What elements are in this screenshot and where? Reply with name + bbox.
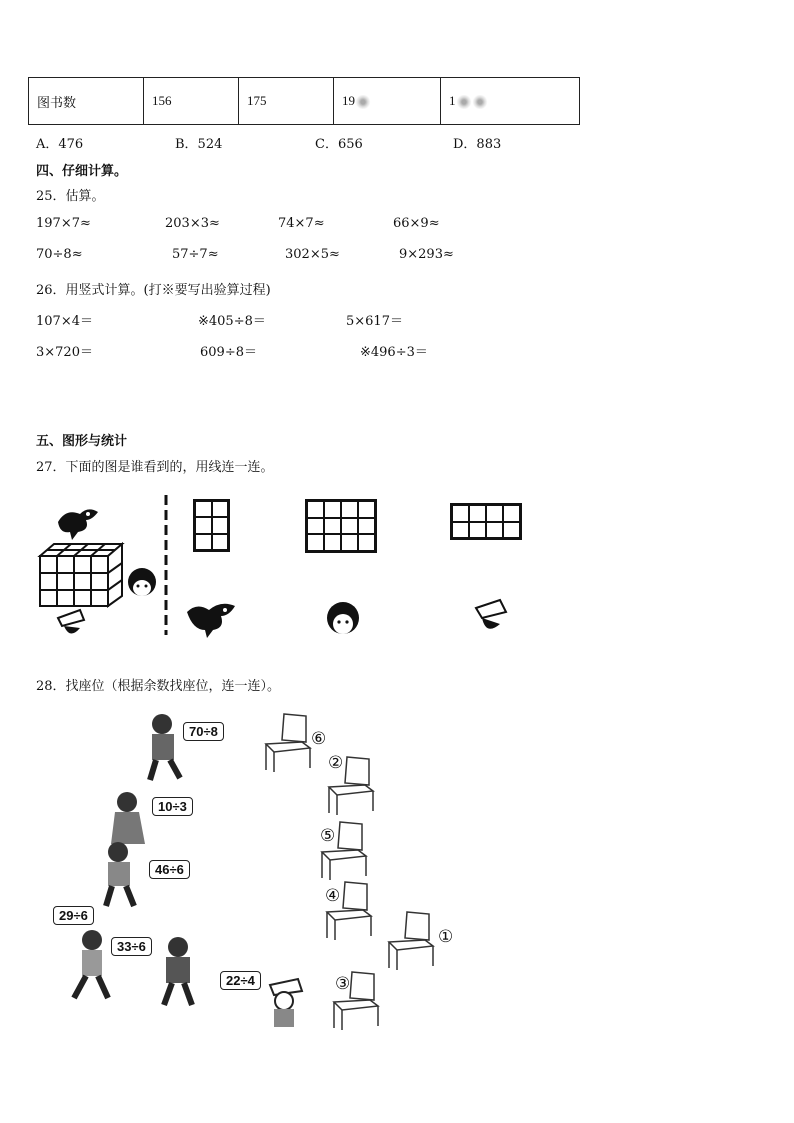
view-grid-2x3 [193, 499, 230, 552]
cube-stack-figure [36, 500, 176, 640]
table-cell: 175 [239, 78, 334, 125]
division-bubble: 46÷6 [149, 860, 190, 879]
table-cell [334, 78, 441, 125]
cube-block-icon [40, 544, 122, 606]
division-bubble: 10÷3 [152, 797, 193, 816]
division-bubble: 33÷6 [111, 937, 152, 956]
dashed-divider [163, 495, 169, 635]
division-bubble: 22÷4 [220, 971, 261, 990]
boy-hat-icon [58, 610, 84, 634]
view-grid-4x3 [305, 499, 377, 553]
chair-icon [385, 910, 437, 972]
q25-title: 25．估算。 [36, 189, 105, 204]
table-cell-text: 1 [449, 92, 456, 108]
q28-title: 28．找座位（根据余数找座位，连一连）。 [36, 679, 281, 694]
calc-item: 3×720＝ [36, 345, 93, 360]
seat-number: ⑥ [311, 729, 327, 749]
option-d: D．883 [453, 137, 502, 152]
option-c: C．656 [315, 137, 363, 152]
calc-item: ※496÷3＝ [360, 345, 428, 360]
smudge-icon [472, 95, 488, 109]
seat-number: ② [328, 753, 344, 773]
seat-number: ⑤ [320, 826, 336, 846]
seat-number: ③ [335, 974, 351, 994]
view-grid-4x2 [450, 503, 522, 540]
seat-number: ① [438, 927, 454, 947]
estimate-item: 197×7≈ [36, 216, 91, 231]
division-bubble: 70÷8 [183, 722, 224, 741]
smudge-icon [355, 95, 371, 109]
table-cell-text: 19 [342, 92, 355, 108]
section5-title: 五、图形与统计 [36, 434, 128, 449]
estimate-item: 203×3≈ [165, 216, 220, 231]
boy-hat-icon [470, 598, 510, 638]
table-row-label: 图书数 [29, 78, 144, 125]
estimate-item: 9×293≈ [399, 247, 454, 262]
child-icon [262, 975, 310, 1033]
estimate-item: 57÷7≈ [172, 247, 219, 262]
chair-icon [262, 712, 314, 774]
table-row [29, 78, 580, 125]
estimate-item: 66×9≈ [393, 216, 440, 231]
estimate-item: 70÷8≈ [36, 247, 83, 262]
table-cell [441, 78, 580, 125]
child-icon [98, 840, 148, 910]
bird-icon [185, 600, 241, 640]
option-b: B．524 [175, 137, 223, 152]
girl-face-icon [128, 568, 156, 596]
option-a: A．476 [36, 137, 84, 152]
book-count-table [28, 77, 580, 125]
estimate-item: 302×5≈ [285, 247, 340, 262]
division-bubble: 29÷6 [53, 906, 94, 925]
smudge-icon [456, 95, 472, 109]
calc-item: 107×4＝ [36, 314, 93, 329]
section4-title: 四、仔细计算。 [36, 164, 128, 179]
calc-item: ※405÷8＝ [198, 314, 266, 329]
calc-item: 5×617＝ [346, 314, 403, 329]
child-icon [152, 935, 212, 1010]
seat-number: ④ [325, 886, 341, 906]
calc-item: 609÷8＝ [200, 345, 257, 360]
girl-face-icon [323, 600, 363, 640]
q26-title: 26．用竖式计算。(打※要写出验算过程) [36, 283, 271, 298]
q27-title: 27．下面的图是谁看到的，用线连一连。 [36, 460, 274, 475]
table-cell: 156 [144, 78, 239, 125]
estimate-item: 74×7≈ [278, 216, 325, 231]
bird-icon [58, 509, 98, 540]
